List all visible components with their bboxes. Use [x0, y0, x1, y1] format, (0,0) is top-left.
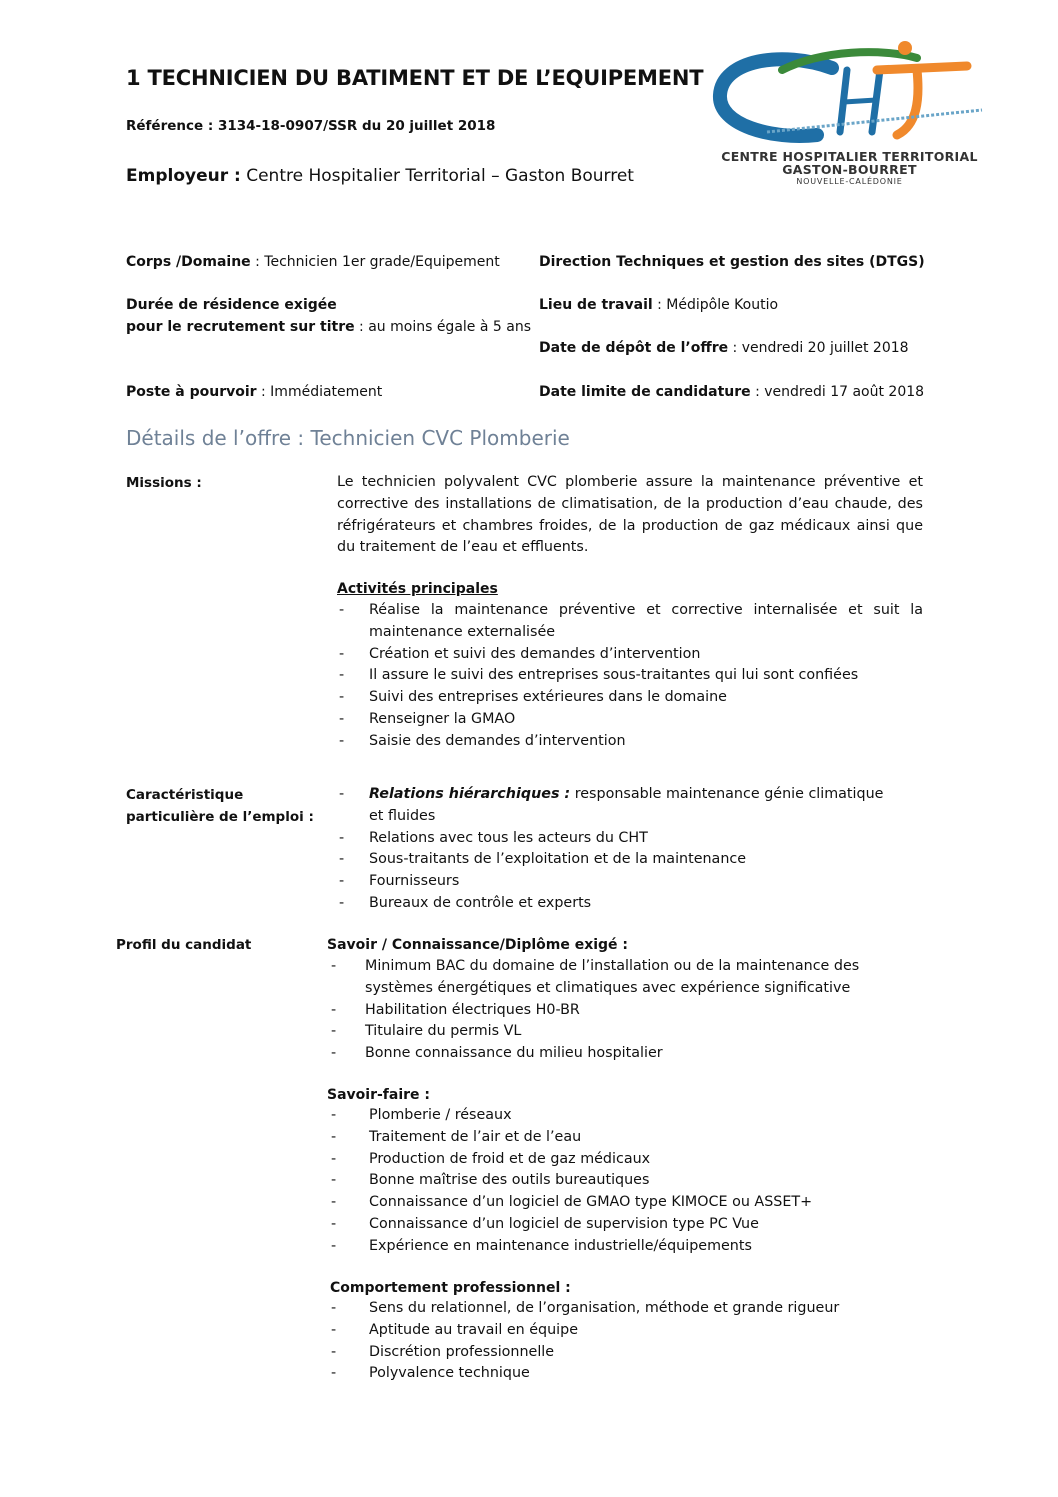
details-title: Détails de l’offre : Technicien CVC Plomberie — [126, 426, 570, 450]
date-limite-label: Date limite de candidature — [539, 384, 751, 400]
duree-value: : au moins égale à 5 ans — [354, 319, 531, 335]
list-item: - Titulaire du permis VL — [329, 1021, 889, 1043]
logo-line1: CENTRE HOSPITALIER TERRITORIAL — [721, 149, 978, 164]
caracteristique-label2: particulière de l’emploi : — [126, 809, 314, 825]
list-item — [337, 784, 897, 828]
poste-value: : Immédiatement — [256, 384, 383, 400]
list-item: - Sens du relationnel, de l’organisation, méthode et grande rigueur — [329, 1298, 889, 1320]
corps-value: : Technicien 1er grade/Equipement — [250, 254, 500, 270]
date-limite — [539, 381, 924, 403]
list-item: - Traitement de l’air et de l’eau — [329, 1127, 889, 1149]
list-item: - Polyvalence technique — [329, 1363, 889, 1385]
activities-title: Activités principales — [337, 581, 498, 597]
list-item: - Renseigner la GMAO — [337, 709, 923, 731]
caracteristique-label — [126, 784, 314, 828]
missions-label: Missions : — [126, 475, 202, 491]
profil-label: Profil du candidat — [116, 937, 252, 953]
logo-line2: GASTON-BOURRET — [782, 162, 917, 177]
list-item: - Connaissance d’un logiciel de supervision type PC Vue — [329, 1214, 889, 1236]
comportement-list — [329, 1298, 889, 1385]
savoir-faire-list — [329, 1105, 889, 1258]
comportement-title: Comportement professionnel : — [330, 1280, 571, 1296]
list-item: - Suivi des entreprises extérieures dans le domaine — [337, 687, 923, 709]
list-item: - Réalise la maintenance préventive et corrective internalisée et suit la maintenance externalisée — [337, 600, 923, 644]
list-item: - Saisie des demandes d’intervention — [337, 731, 923, 753]
savoir-title: Savoir / Connaissance/Diplôme exigé : — [327, 937, 629, 953]
direction-label: Direction Techniques et gestion des sites (DTGS) — [539, 254, 925, 270]
list-item: - Connaissance d’un logiciel de GMAO type KIMOCE ou ASSET+ — [329, 1192, 889, 1214]
lieu-label: Lieu de travail — [539, 297, 653, 313]
employer-label: Employeur : — [126, 166, 241, 186]
duree-label2: pour le recrutement sur titre — [126, 319, 355, 335]
list-item: - Bonne connaissance du milieu hospitalier — [329, 1043, 889, 1065]
reference: Référence : 3134-18-0907/SSR du 20 juillet 2018 — [126, 118, 496, 134]
date-depot-label: Date de dépôt de l’offre — [539, 340, 729, 356]
list-item: - Sous-traitants de l’exploitation et de la maintenance — [337, 849, 897, 871]
date-depot — [539, 337, 909, 359]
savoir-faire-title: Savoir-faire : — [327, 1087, 430, 1103]
corps-domaine — [126, 251, 500, 273]
list-item: - Bureaux de contrôle et experts — [337, 893, 897, 915]
savoir-list — [329, 956, 889, 1065]
date-limite-value: : vendredi 17 août 2018 — [750, 384, 925, 400]
list-item: - Minimum BAC du domaine de l’installation ou de la maintenance des systèmes énergétiques et climatiques avec expérience significative — [329, 956, 889, 1000]
activities-list — [337, 600, 923, 753]
list-item: - Production de froid et de gaz médicaux — [329, 1149, 889, 1171]
list-item: - Création et suivi des demandes d’intervention — [337, 644, 923, 666]
caracteristique-list — [337, 784, 897, 915]
list-item: - Fournisseurs — [337, 871, 897, 893]
caracteristique-label1: Caractéristique — [126, 787, 244, 803]
date-depot-value: : vendredi 20 juillet 2018 — [728, 340, 909, 356]
list-item: - Relations avec tous les acteurs du CHT — [337, 828, 897, 850]
lieu-travail — [539, 294, 778, 316]
relations-hierarchiques-label: Relations hiérarchiques : — [369, 786, 571, 802]
list-item: - Bonne maîtrise des outils bureautiques — [329, 1170, 889, 1192]
list-item: - Expérience en maintenance industrielle/équipements — [329, 1236, 889, 1258]
employer-value: Centre Hospitalier Territorial – Gaston Bourret — [240, 166, 634, 186]
corps-label: Corps /Domaine — [126, 254, 251, 270]
employer — [126, 166, 634, 186]
poste-label: Poste à pourvoir — [126, 384, 257, 400]
page-title: 1 TECHNICIEN DU BATIMENT ET DE L’EQUIPEMENT — [126, 66, 704, 90]
list-item: - Discrétion professionnelle — [329, 1342, 889, 1364]
poste-pourvoir — [126, 381, 382, 403]
list-item: - Habilitation électriques H0-BR — [329, 1000, 889, 1022]
lieu-value: : Médipôle Koutio — [652, 297, 779, 313]
list-item: - Aptitude au travail en équipe — [329, 1320, 889, 1342]
duree-residence — [126, 294, 531, 338]
missions-text: Le technicien polyvalent CVC plomberie assure la maintenance préventive et corrective des installations de climatisation, de la production d’eau chaude, des réfrigérateurs et chambres froides, de la production de gaz médicaux ainsi que du traitement de l’eau et effluents. — [337, 474, 923, 556]
logo-line3: NOUVELLE-CALÉDONIE — [796, 177, 903, 186]
list-item: - Il assure le suivi des entreprises sous-traitantes qui lui sont confiées — [337, 665, 923, 687]
list-item: - Plomberie / réseaux — [329, 1105, 889, 1127]
relations-hierarchiques-value: responsable maintenance génie climatique et fluides — [369, 786, 884, 824]
direction — [539, 251, 925, 273]
cht-logo — [712, 40, 987, 190]
duree-label1: Durée de résidence exigée — [126, 297, 337, 313]
cht-logo-mark-icon — [712, 40, 987, 145]
